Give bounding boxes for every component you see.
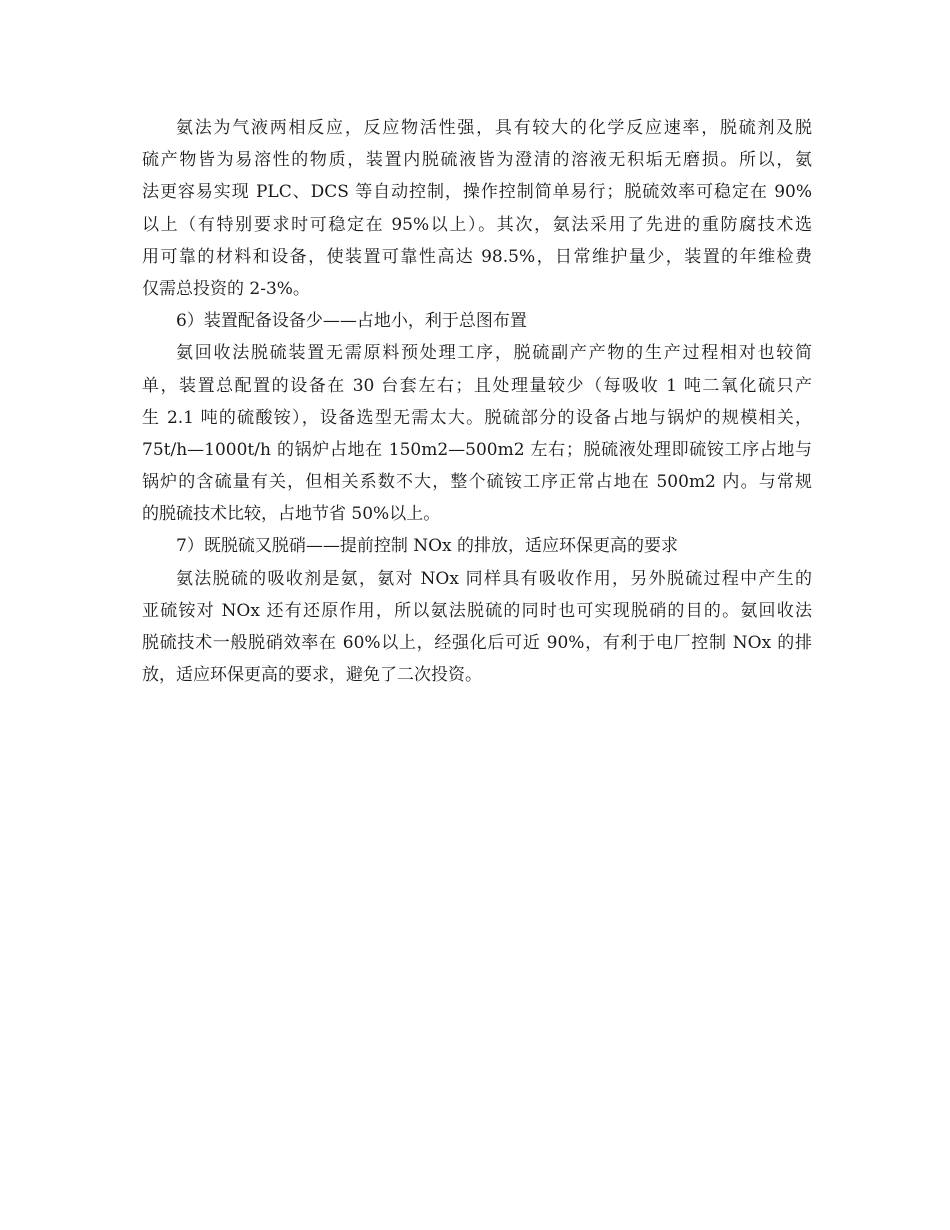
text-line: 仅需总投资的 2-3%。 <box>142 278 310 299</box>
text-line: 生 2.1 吨的硫酸铵），设备选型无需太大。脱硫部分的设备占地与锅炉的规模相关， <box>142 407 812 428</box>
text-line: 脱硫技术一般脱硝效率在 60%以上，经强化后可近 90%，有利于电厂控制 NOx 的排 <box>142 633 812 653</box>
text-line: 放，适应环保更高的要求，避免了二次投资。 <box>142 665 482 686</box>
text-line: 氨法为气液两相反应，反应物活性强，具有较大的化学反应速率，脱硫剂及脱 <box>176 118 812 138</box>
text-line: 75t/h—1000t/h 的锅炉占地在 150m2—500m2 左右；脱硫液处理即硫铵工序占地与 <box>142 439 812 460</box>
paragraph-denitrification <box>142 563 812 692</box>
paragraph-ammonia-advantages <box>142 112 812 305</box>
text-line: 用可靠的材料和设备，使装置可靠性高达 98.5%，日常维护量少，装置的年维检费 <box>142 246 812 267</box>
heading-line: 7）既脱硫又脱硝——提前控制 NOx 的排放，适应环保更高的要求 <box>176 536 679 557</box>
text-line: 氨回收法脱硫装置无需原料预处理工序，脱硫副产产物的生产过程相对也较简 <box>176 343 812 364</box>
text-line: 单，装置总配置的设备在 30 台套左右；且处理量较少（每吸收 1 吨二氧化硫只产 <box>142 375 812 396</box>
text-line: 硫产物皆为易溶性的物质，装置内脱硫液皆为澄清的溶液无积垢无磨损。所以，氨 <box>142 150 812 171</box>
heading-line: 6）装置配备设备少——占地小，利于总图布置 <box>176 311 527 332</box>
text-line: 的脱硫技术比较，占地节省 50%以上。 <box>142 504 441 525</box>
section-heading-7 <box>142 530 812 562</box>
text-line: 氨法脱硫的吸收剂是氨，氨对 NOx 同样具有吸收作用，另外脱硫过程中产生的 <box>176 568 812 589</box>
text-line: 以上（有特别要求时可稳定在 95%以上）。其次，氨法采用了先进的重防腐技术选 <box>142 214 812 235</box>
paragraph-equipment-footprint <box>142 337 812 530</box>
text-line: 锅炉的含硫量有关，但相关系数不大，整个硫铵工序正常占地在 500m2 内。与常规 <box>142 472 812 493</box>
section-heading-6 <box>142 305 812 337</box>
text-line: 法更容易实现 PLC、DCS 等自动控制，操作控制简单易行；脱硫效率可稳定在 90% <box>142 182 812 203</box>
document-body <box>142 112 812 691</box>
text-line: 亚硫铵对 NOx 还有还原作用，所以氨法脱硫的同时也可实现脱硝的目的。氨回收法 <box>142 600 812 621</box>
